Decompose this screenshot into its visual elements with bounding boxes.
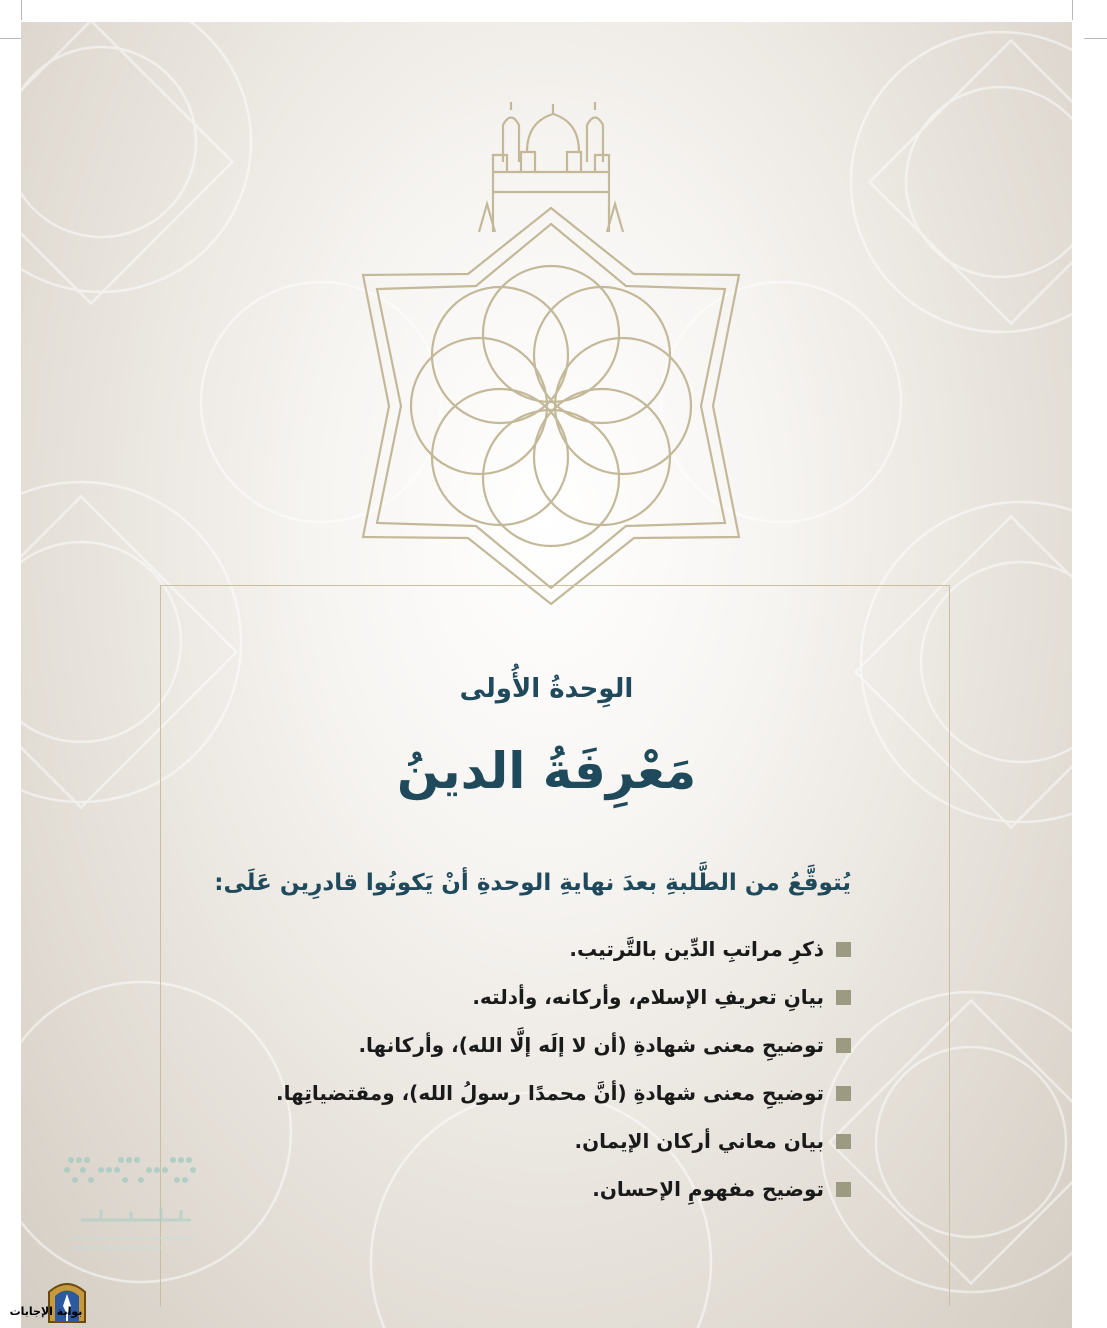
ministry-of-education-watermark xyxy=(61,1150,201,1260)
objective-item xyxy=(276,1165,851,1213)
objective-text: توضيحِ معنى شهادةِ (أنَّ محمدًا رسولُ الله)، ومقتضياتِها. xyxy=(276,1081,824,1105)
unit-number-label: الوِحدةُ الأُولى xyxy=(459,674,634,704)
objective-text: توضيح مفهومِ الإحسان. xyxy=(592,1177,824,1201)
objective-item xyxy=(276,1117,851,1165)
objective-item xyxy=(276,1021,851,1069)
square-bullet-icon xyxy=(836,1182,851,1197)
objectives-list xyxy=(276,925,851,1213)
objective-item xyxy=(276,973,851,1021)
mosque-star-emblem xyxy=(321,100,781,660)
objective-text: بيان معاني أركان الإيمان. xyxy=(574,1129,824,1153)
crop-mark xyxy=(1072,0,1073,20)
objective-text: بيانِ تعريفِ الإسلام، وأركانه، وأدلته. xyxy=(472,985,824,1009)
crop-mark xyxy=(21,0,22,20)
objectives-intro: يُتوقَّعُ من الطَّلبةِ بعدَ نهايةِ الوحدةِ أنْ يَكونُوا قادرِين عَلَى: xyxy=(214,870,851,896)
crop-mark xyxy=(1084,38,1107,39)
objective-item xyxy=(276,925,851,973)
square-bullet-icon xyxy=(836,1086,851,1101)
answers-portal-label: بوابة الإجابات xyxy=(9,1305,83,1318)
square-bullet-icon xyxy=(836,990,851,1005)
objective-text: ذكرِ مراتبِ الدِّين بالتَّرتيب. xyxy=(569,937,824,961)
square-bullet-icon xyxy=(836,1134,851,1149)
objective-text: توضيحِ معنى شهادةِ (أن لا إلَه إلَّا الله)، وأركانها. xyxy=(358,1033,824,1057)
unit-title: مَعْرِفَةُ الدينُ xyxy=(396,742,697,800)
unit-cover-page xyxy=(21,22,1072,1328)
square-bullet-icon xyxy=(836,1038,851,1053)
objective-item xyxy=(276,1069,851,1117)
square-bullet-icon xyxy=(836,942,851,957)
crop-mark xyxy=(0,38,22,39)
